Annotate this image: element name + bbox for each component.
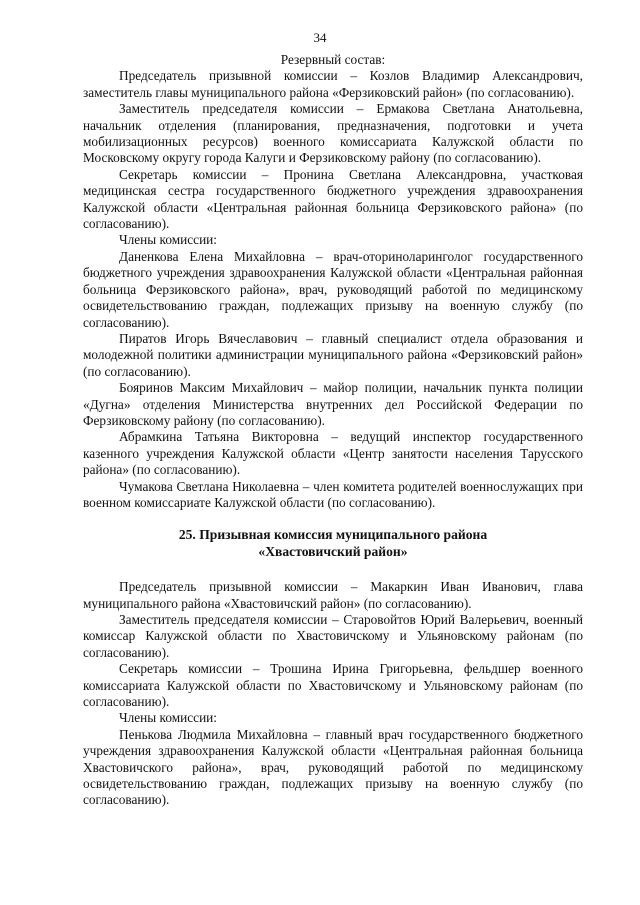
reserve-member: Даненкова Елена Михайловна – врач-оториноларинголог государственного бюджетного учреждения здравоохранения Калужской области «Центральная районная больница Ферзиковского района», врач, руководящий работой по медицинскому освидетельствованию граждан, подлежащих призыву на военную службу (по согласованию). [83, 248, 583, 330]
section-heading-line1: 25. Призывная комиссия муниципального района [178, 527, 488, 543]
section-secretary: Секретарь комиссии – Трошина Ирина Григорьевна, фельдшер военного комиссариата Калужской области по Хвастовичскому и Ульяновскому районам (по согласованию). [83, 661, 583, 710]
section-members-label: Члены комиссии: [119, 710, 217, 726]
section-chairman: Председатель призывной комиссии – Макаркин Иван Иванович, глава муниципального района «Хвастовичский район» (по согласованию). [83, 579, 583, 611]
document-body [83, 52, 583, 809]
reserve-title: Резервный состав: [280, 52, 386, 67]
section-member: Пенькова Людмила Михайловна – главный врач государственного бюджетного учреждения здравоохранения Калужской области «Центральная районная больница Хвастовичского района», врач, руководящий работой по медицинскому освидетельствованию граждан, подлежащих призыву на военную службу (по согласованию). [83, 726, 583, 808]
reserve-member: Пиратов Игорь Вячеславович – главный специалист отдела образования и молодежной политики администрации муниципального района «Ферзиковский район» (по согласованию). [83, 330, 583, 379]
section-deputy: Заместитель председателя комиссии – Старовойтов Юрий Валерьевич, военный комиссар Калужской области по Хвастовичскому и Ульяновскому районам (по согласованию). [83, 612, 583, 660]
section-heading-line2: «Хвастовичский район» [258, 543, 408, 559]
reserve-chairman: Председатель призывной комиссии – Козлов Владимир Александрович, заместитель главы муниципального района «Ферзиковский район» (по согласованию). [83, 68, 583, 100]
reserve-member: Абрамкина Татьяна Викторовна – ведущий инспектор государственного казенного учреждения Калужской области «Центр занятости населения Тарусского района» (по согласованию). [83, 429, 583, 478]
reserve-member: Чумакова Светлана Николаевна – член комитета родителей военнослужащих при военном комиссариате Калужской области (по согласованию). [83, 478, 583, 510]
section-heading [83, 527, 583, 560]
reserve-members-label: Члены комиссии: [119, 232, 217, 248]
reserve-secretary: Секретарь комиссии – Пронина Светлана Александровна, участковая медицинская сестра государственного бюджетного учреждения здравоохранения Калужской области «Центральная районная больница Ферзиковского района» (по согласованию). [83, 166, 583, 232]
reserve-member: Бояринов Максим Михайлович – майор полиции, начальник пункта полиции «Дугна» отделения Министерства внутренних дел Российской Федерации по Ферзиковскому району (по согласованию). [83, 380, 583, 428]
reserve-deputy: Заместитель председателя комиссии – Ермакова Светлана Анатольевна, начальник отделения (планирования, предназначения, подготовки и учета мобилизационных ресурсов) военного комиссариата Калужской области по Московскому округу города Калуги и Ферзиковскому району (по согласованию). [83, 101, 583, 166]
page-number: 34 [313, 30, 327, 45]
